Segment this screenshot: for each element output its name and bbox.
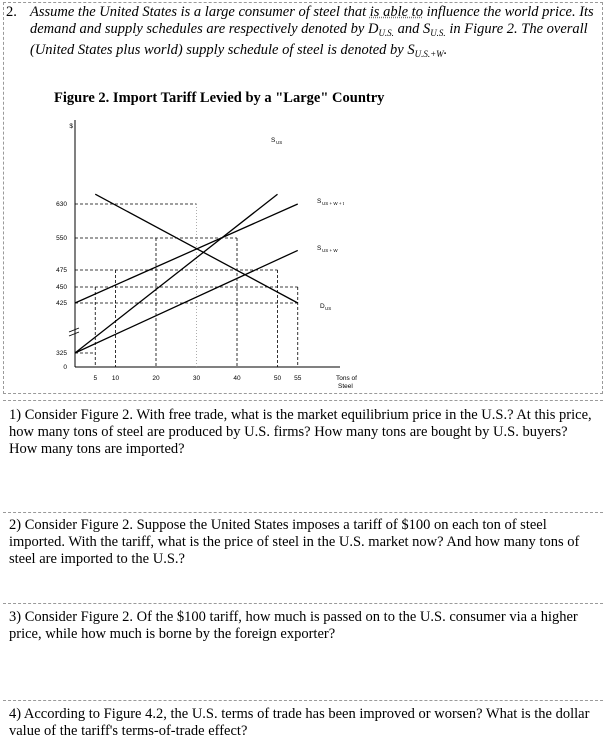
y-axis-label: $ [69,123,73,130]
x-tick-label: 40 [233,375,241,382]
axis-break-mark [69,328,79,332]
tariff-chart [0,110,607,395]
y-tick-label: 550 [56,235,67,242]
intro-sub-2: U.S. [430,28,446,38]
x-tick-label: 5 [93,375,98,382]
x-tick-label: 20 [152,375,160,382]
axis-break-mark [69,332,79,336]
intro-sub-3: U.S.+W [414,49,444,59]
x-axis-label: Tons of [336,375,357,382]
y-tick-label: 475 [56,267,67,274]
series-label-dus-sub: US [325,306,332,311]
series-label-sus: S [271,137,276,144]
figure-title: Figure 2. Import Tariff Levied by a "Large" Country [54,90,385,106]
separator [3,400,603,401]
x-tick-label: 10 [111,375,120,382]
x-tick-label: 55 [294,375,302,382]
series-line-1 [75,204,298,303]
series-label-susw: S [317,245,322,252]
y-tick-label: 450 [56,284,67,291]
question-2: 2) Consider Figure 2. Suppose the United States imposes a tariff of $100 on each ton of steel imported. With the tariff, what is the price of steel in the U.S. market now? And how many tons of steel are imported to the U.S.? [9,517,580,567]
y-tick-label: 0 [63,364,67,371]
series-label-susw-sub: US + W [322,248,338,253]
y-tick-label: 325 [56,350,67,357]
question-1: 1) Consider Figure 2. With free trade, what is the market equilibrium price in the U.S.? At this price, how many tons of steel are produced by U.S. firms? How many tons are bought by U.S. buyers? How many tons are imported? [9,407,592,457]
series-label-sus-sub: US [276,140,283,145]
x-tick-label: 30 [192,375,201,382]
series-label-suswt-sub: US + W + t [322,201,345,206]
intro-sub-1: U.S. [378,28,394,38]
x-axis-label: Steel [338,383,353,390]
separator [3,603,603,604]
question-number: 2. [6,4,17,20]
intro-text-5: in Figure 2. The overall (United States plus world) supply schedule of steel is denoted by S [30,21,588,58]
y-tick-label: 630 [56,201,67,208]
separator [3,512,603,513]
series-label-suswt: S [317,198,322,205]
question-3: 3) Consider Figure 2. Of the $100 tariff, how much is passed on to the U.S. consumer via a higher price, while how much is borne by the foreign exporter? [9,609,578,642]
intro-text-3: influence the world price. Its demand and supply schedules are respectively denoted by D [30,4,594,37]
intro-text-4: and S [393,21,431,37]
separator [3,700,603,701]
x-tick-label: 50 [273,375,282,382]
y-tick-label: 425 [56,300,67,307]
intro-text-6: . [443,42,448,58]
intro-text-2: is able to [369,4,423,20]
series-label-dus: D [320,303,325,310]
question-4: 4) According to Figure 4.2, the U.S. terms of trade has been improved or worsen? What is the dollar value of the tariff's terms-of-trade effect? [9,706,590,739]
intro-text-1: Assume the United States is a large consumer of steel that [30,4,370,20]
intro-question [6,4,595,63]
